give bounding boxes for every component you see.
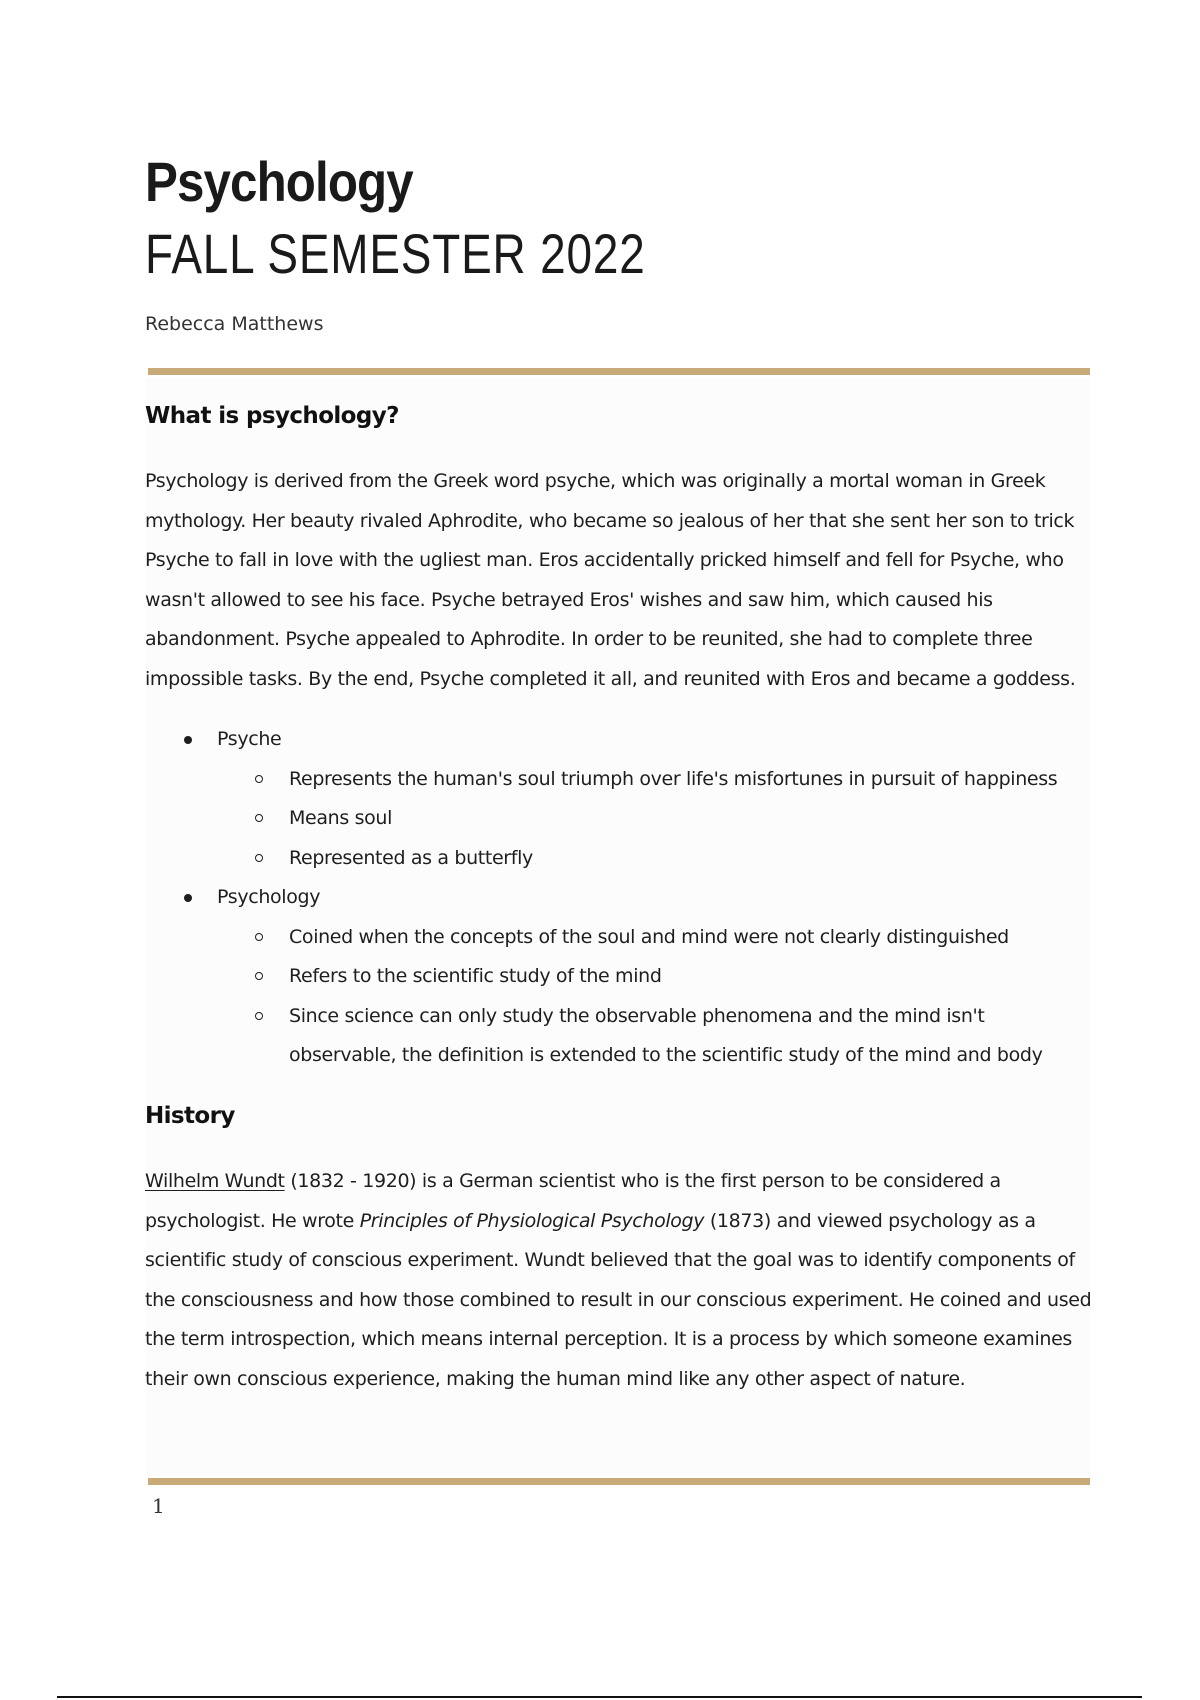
circle-bullet-icon: [255, 775, 263, 783]
sub-list-item-text: Refers to the scientific study of the mind: [289, 965, 662, 987]
circle-bullet-icon: [255, 933, 263, 941]
sub-list-item-text: Since science can only study the observable phenomena and the mind isn't observable, the definition is extended to the scientific study of the mind and body: [289, 1004, 1043, 1066]
history-text-part-2: (1873) and viewed psychology as a scientific study of conscious experiment. Wundt believed that the goal was to identify components of the consciousness and how those combined to result in our conscious experiment. He coined and used the term introspection, which means internal perception. It is a process by which someone examines their own conscious experience, making the human mind like any other aspect of nature.: [145, 1209, 1092, 1390]
bullet-list: [145, 720, 1100, 1076]
footer-divider: [148, 1478, 1090, 1485]
page-bottom-edge: [57, 1696, 1142, 1698]
bullet-icon: [184, 736, 192, 744]
list-item-label: Psychology: [217, 886, 321, 908]
intro-paragraph: Psychology is derived from the Greek word psyche, which was originally a mortal woman in Greek mythology. Her beauty rivaled Aphrodite, who became so jealous of her that she sent her son to trick Psyche to fall in love with the ugliest man. Eros accidentally pricked himself and fell for Psyche, who wasn't allowed to see his face. Psyche betrayed Eros' wishes and saw him, which caused his abandonment. Psyche appealed to Aphrodite. In order to be reunited, she had to complete three impossible tasks. By the end, Psyche completed it all, and reunited with Eros and became a goddess.: [145, 470, 1076, 690]
sub-list: [217, 760, 1100, 879]
wilhelm-wundt-link[interactable]: Wilhelm Wundt: [145, 1170, 285, 1192]
circle-bullet-icon: [255, 1012, 263, 1020]
circle-bullet-icon: [255, 854, 263, 862]
list-item-label: Psyche: [217, 728, 282, 750]
section-heading-history: History: [145, 1103, 235, 1129]
sub-list-item: [217, 839, 1100, 879]
circle-bullet-icon: [255, 972, 263, 980]
sub-list-item: [217, 918, 1100, 958]
sub-list-item: [217, 997, 1100, 1076]
book-title: Principles of Physiological Psychology: [359, 1209, 705, 1232]
list-item-psyche: [145, 720, 1100, 878]
history-paragraph: [145, 1162, 1100, 1400]
sub-list-item: [217, 760, 1100, 800]
sub-list-item: [217, 799, 1100, 839]
document-title: Psychology: [145, 150, 413, 213]
sub-list: [217, 918, 1100, 1076]
section-heading-what-is-psychology: What is psychology?: [145, 403, 399, 429]
document-subtitle: FALL SEMESTER 2022: [145, 222, 646, 285]
sub-list-item-text: Coined when the concepts of the soul and mind were not clearly distinguished: [289, 925, 1009, 948]
sub-list-item: [217, 957, 1100, 997]
page-number: 1: [152, 1494, 165, 1518]
history-text-part-1: (1832 - 1920) is a German scientist who is the first person to be considered a psychologist. He wrote: [145, 1170, 1001, 1232]
header-divider: [148, 368, 1090, 375]
list-item-psychology: [145, 878, 1100, 1076]
sub-list-item-text: Represents the human's soul triumph over life's misfortunes in pursuit of happiness: [289, 767, 1058, 790]
bullet-icon: [184, 894, 192, 902]
author-name: Rebecca Matthews: [145, 313, 324, 335]
sub-list-item-text: Represented as a butterfly: [289, 846, 533, 869]
circle-bullet-icon: [255, 814, 263, 822]
sub-list-item-text: Means soul: [289, 807, 393, 829]
